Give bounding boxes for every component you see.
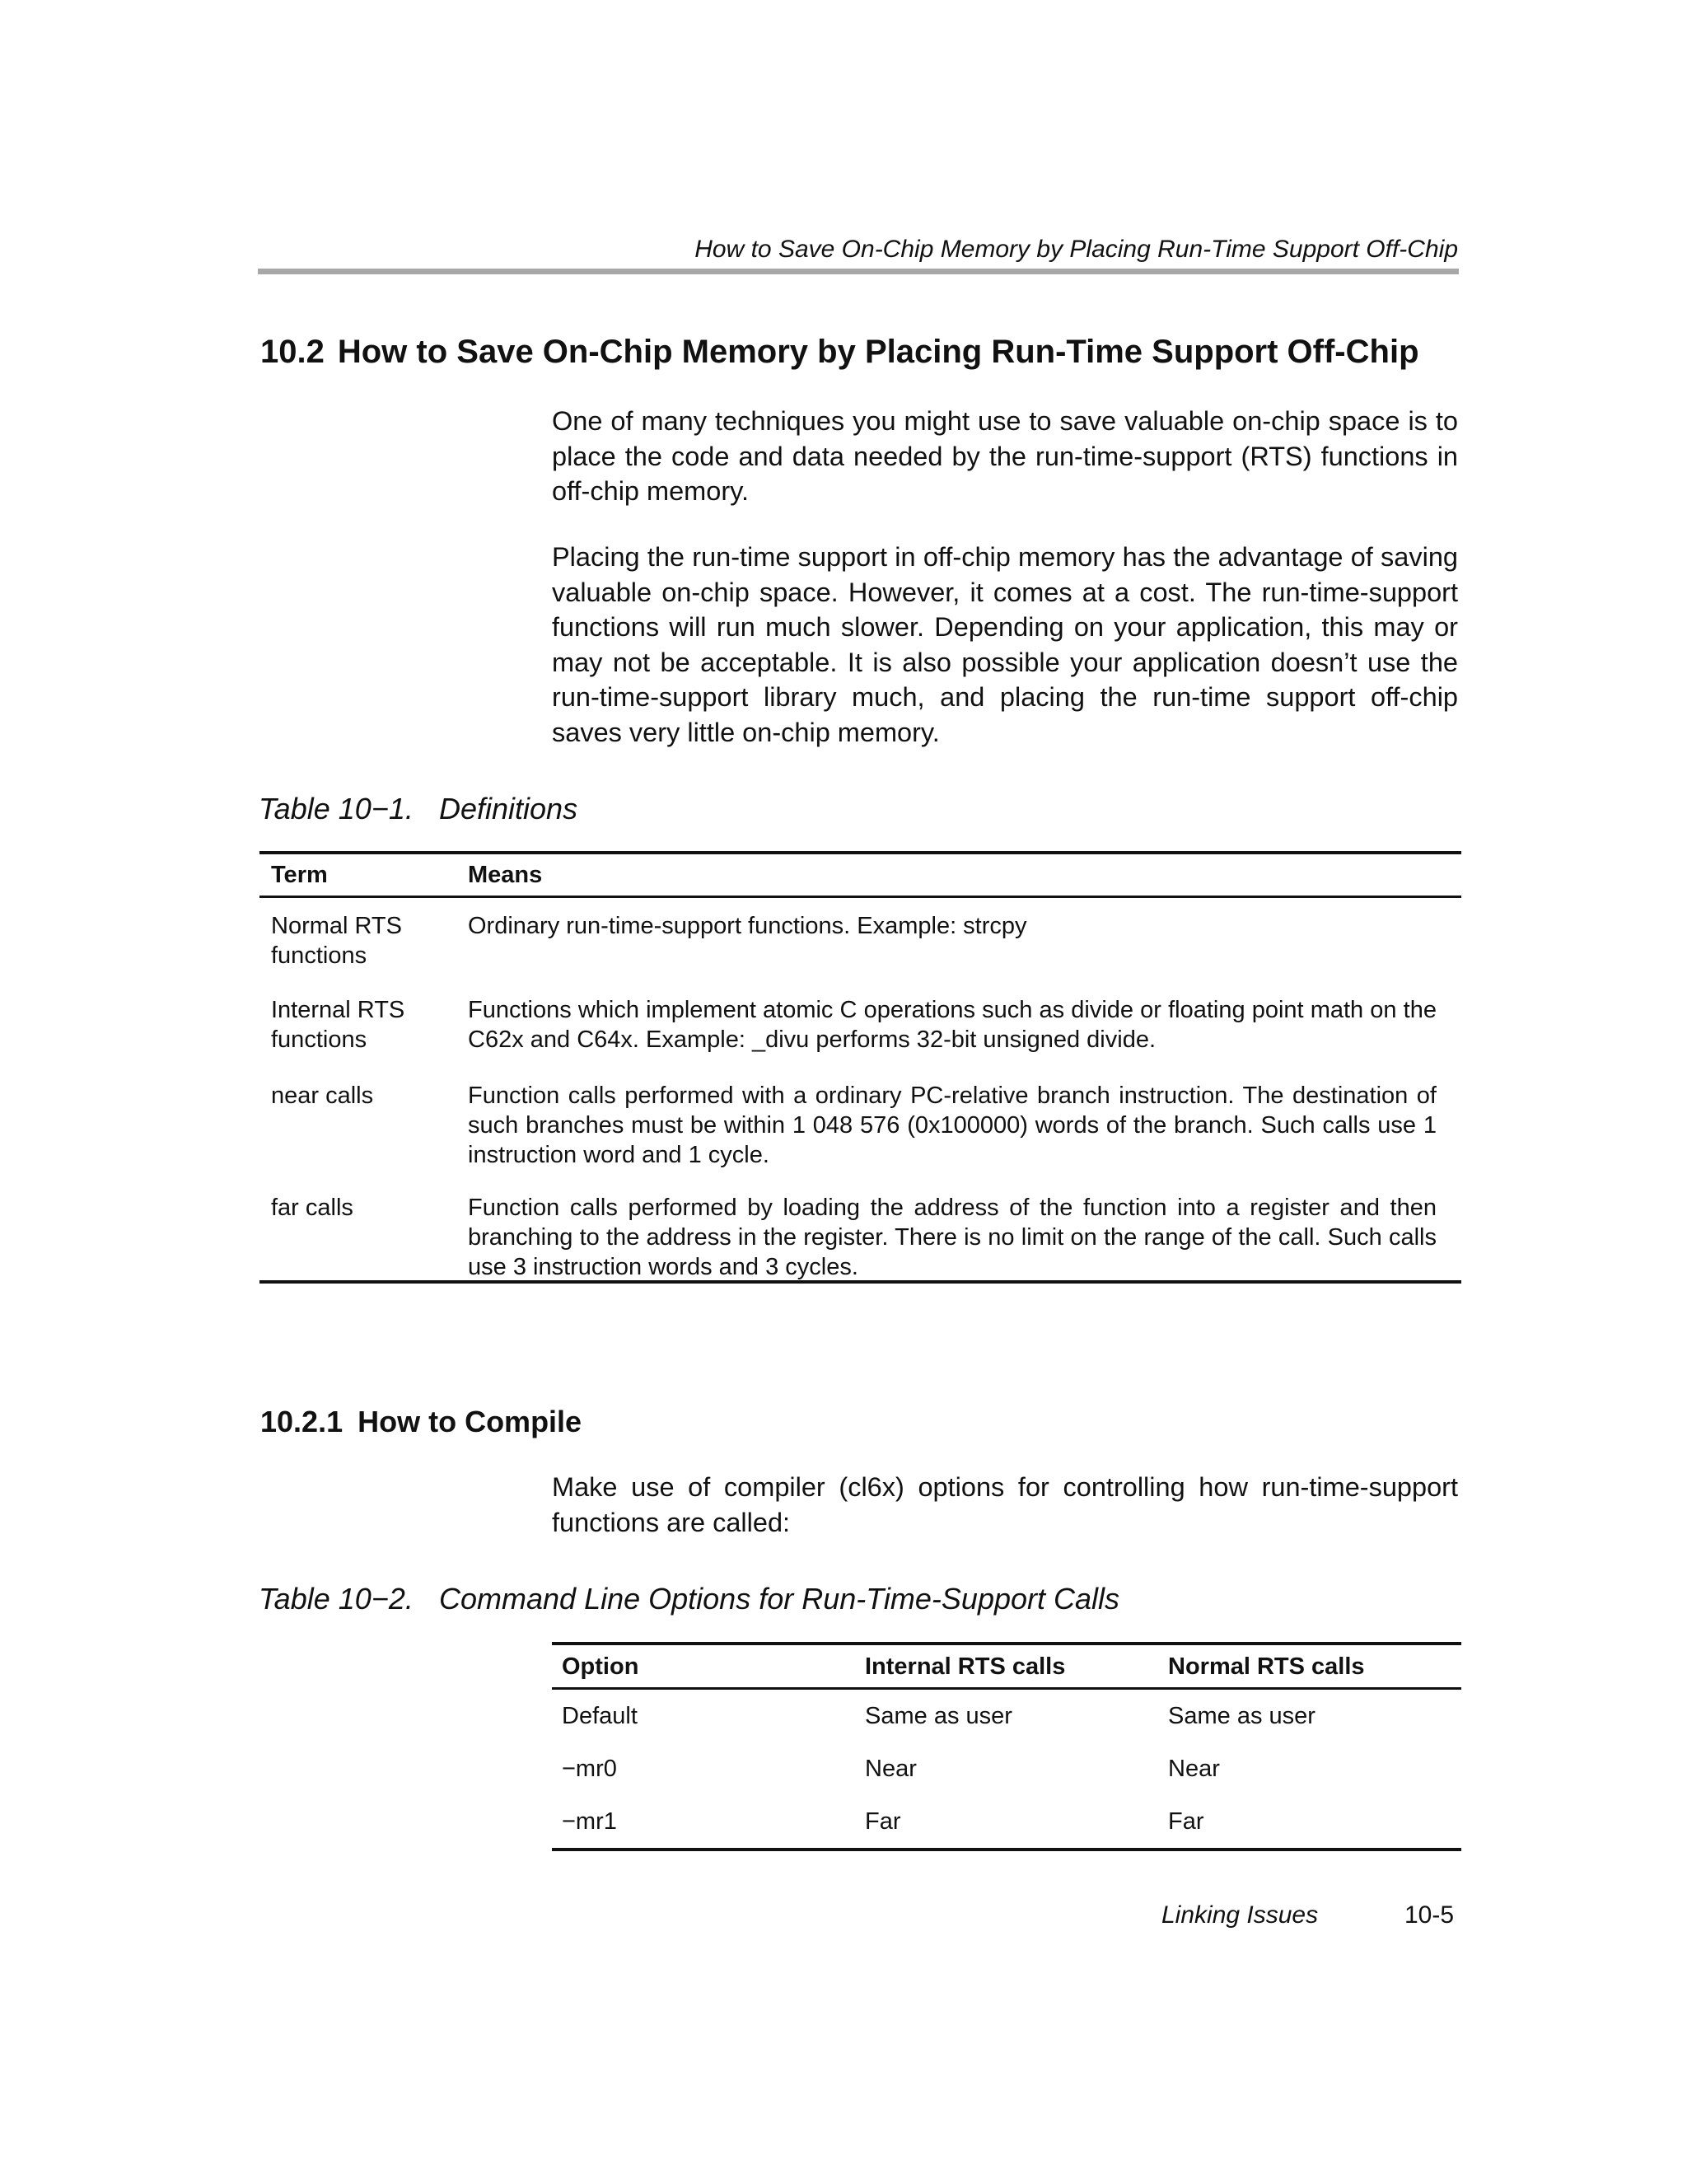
column-header-means: Means <box>468 862 543 888</box>
section-title-text: How to Save On-Chip Memory by Placing Run-Time Support Off-Chip <box>337 334 1419 370</box>
table-header-row <box>259 854 1461 898</box>
table-row <box>259 982 1461 1068</box>
normal-rts-cell: Same as user <box>1168 1703 1315 1729</box>
table-caption-definitions <box>259 791 577 827</box>
tradeoff-paragraph: Placing the run-time support in off-chip memory has the advantage of saving valuable on-chip space. However, it comes at a cost. The run-time-support functions will run much slower. Depending on your application, this may or may not be acceptable. It is also possible your application doesn’t use the run-time-support library much, and placing the run-time support off-chip saves very little on-chip memory. <box>552 542 1458 747</box>
means-cell: Functions which implement atomic C operations such as divide or floating point math on the C62x and C64x. Example: _divu performs 32-bit unsigned divide. <box>468 997 1437 1053</box>
table-row <box>552 1690 1461 1742</box>
intro-paragraph: One of many techniques you might use to save valuable on-chip space is to place the code and data needed by the run-time-support (RTS) functions in off-chip memory. <box>552 406 1458 506</box>
footer-page-number: 10-5 <box>1404 1901 1455 1929</box>
means-cell: Ordinary run-time-support functions. Example: strcpy <box>468 913 1027 939</box>
header-rule <box>258 269 1459 274</box>
subsection-title <box>260 1404 582 1440</box>
table-row <box>259 898 1461 982</box>
footer-chapter-label: Linking Issues <box>1161 1901 1319 1929</box>
column-header-option: Option <box>562 1653 639 1680</box>
term-cell: near calls <box>271 1083 374 1109</box>
compile-paragraph: Make use of compiler (cl6x) options for controlling how run-time-support functions are called: <box>552 1472 1458 1537</box>
option-cell: Default <box>562 1703 638 1729</box>
column-header-normal-rts: Normal RTS calls <box>1168 1653 1365 1680</box>
running-header: How to Save On-Chip Memory by Placing Run-Time Support Off-Chip <box>694 236 1458 263</box>
option-cell: −mr0 <box>562 1756 617 1782</box>
options-table <box>552 1642 1461 1851</box>
table-row <box>259 1068 1461 1180</box>
subsection-title-text: How to Compile <box>357 1405 582 1438</box>
table-row <box>259 1180 1461 1280</box>
internal-rts-cell: Near <box>865 1756 917 1782</box>
term-cell: Normal RTS functions <box>271 913 402 969</box>
internal-rts-cell: Far <box>865 1808 901 1835</box>
option-cell: −mr1 <box>562 1808 617 1835</box>
table-caption-title: Command Line Options for Run-Time-Support Calls <box>439 1582 1120 1616</box>
section-title <box>260 332 1419 372</box>
table-row <box>552 1742 1461 1795</box>
internal-rts-cell: Same as user <box>865 1703 1012 1729</box>
definitions-table <box>259 851 1461 1284</box>
normal-rts-cell: Near <box>1168 1756 1220 1782</box>
column-header-internal-rts: Internal RTS calls <box>865 1653 1066 1680</box>
term-cell: Internal RTS functions <box>271 997 405 1053</box>
section-number: 10.2 <box>260 334 325 370</box>
table-caption-title: Definitions <box>439 792 578 825</box>
means-cell: Function calls performed with a ordinary PC-relative branch instruction. The destination of such branches must be within 1 048 576 (0x100000) words of the branch. Such calls use 1 instruction word and 1 cycle. <box>468 1083 1437 1168</box>
table-caption-number: Table 10−2. <box>259 1582 414 1616</box>
table-row <box>552 1795 1461 1848</box>
table-caption-options <box>259 1581 1119 1617</box>
means-cell: Function calls performed by loading the address of the function into a register and then branching to the address in the register. There is no limit on the range of the call. Such calls use 3 instruction words and 3 cycles. <box>468 1195 1437 1280</box>
table-header-row <box>552 1645 1461 1690</box>
normal-rts-cell: Far <box>1168 1808 1204 1835</box>
table-caption-number: Table 10−1. <box>259 792 414 825</box>
subsection-number: 10.2.1 <box>260 1405 343 1438</box>
column-header-term: Term <box>271 862 328 888</box>
term-cell: far calls <box>271 1195 353 1221</box>
